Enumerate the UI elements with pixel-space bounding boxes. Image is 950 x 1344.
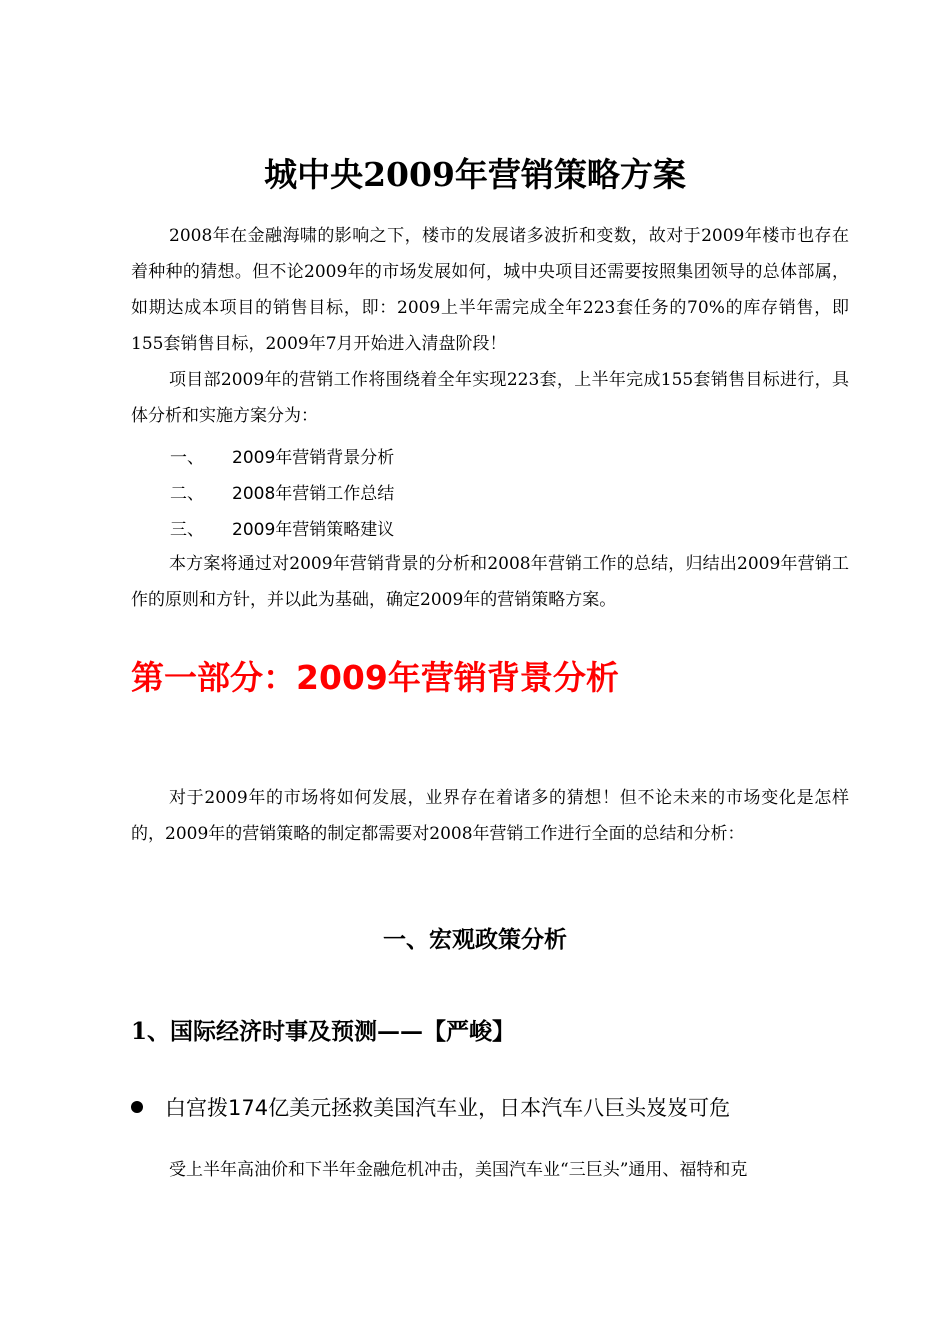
outline-item-text: 2008年营销工作总结 (232, 484, 395, 504)
outline-item-text: 2009年营销策略建议 (232, 520, 395, 540)
sub-heading: 1、国际经济时事及预测——【严峻】 (131, 1018, 516, 1045)
summary-paragraph: 本方案将通过对2009年营销背景的分析和2008年营销工作的总结，归结出2009年营销工作的原则和方针，并以此为基础，确定2009年的营销策略方案。 (131, 554, 849, 610)
intro-paragraph-1: 2008年在金融海啸的影响之下，楼市的发展诸多波折和变数，故对于2009年楼市也存在着种种的猜想。但不论2009年的市场发展如何，城中央项目还需要按照集团领导的总体部属，如期达成本项目的销售目标，即：2009上半年需完成全年223套任务的70%的库存销售，即155套销售目标，2009年7月开始进入清盘阶段！ (131, 226, 849, 354)
bullet-dot-icon (131, 1101, 143, 1113)
part-one-heading: 第一部分：2009年营销背景分析 (131, 658, 619, 697)
outline-item-number: 三、 (170, 520, 204, 540)
outline-item (170, 440, 394, 476)
part-one-paragraph: 对于2009年的市场将如何发展，业界存在着诸多的猜想！但不论未来的市场变化是怎样的，2009年的营销策略的制定都需要对2008年营销工作进行全面的总结和分析： (131, 788, 849, 844)
outline-item-number: 一、 (170, 448, 204, 468)
outline-item-text: 2009年营销背景分析 (232, 448, 395, 468)
last-paragraph: 受上半年高油价和下半年金融危机冲击，美国汽车业“三巨头”通用、福特和克 (169, 1160, 748, 1180)
outline-list (170, 440, 394, 548)
section-heading: 一、宏观政策分析 (383, 927, 567, 953)
outline-item (170, 512, 394, 548)
outline-item (170, 476, 394, 512)
document-title: 城中央2009年营销策略方案 (264, 155, 686, 194)
bullet-item (131, 1090, 730, 1126)
outline-item-number: 二、 (170, 484, 204, 504)
bullet-text: 白宫拨174亿美元拯救美国汽车业，日本汽车八巨头岌岌可危 (165, 1096, 731, 1120)
intro-paragraph-2: 项目部2009年的营销工作将围绕着全年实现223套，上半年完成155套销售目标进行，具体分析和实施方案分为： (131, 370, 849, 426)
